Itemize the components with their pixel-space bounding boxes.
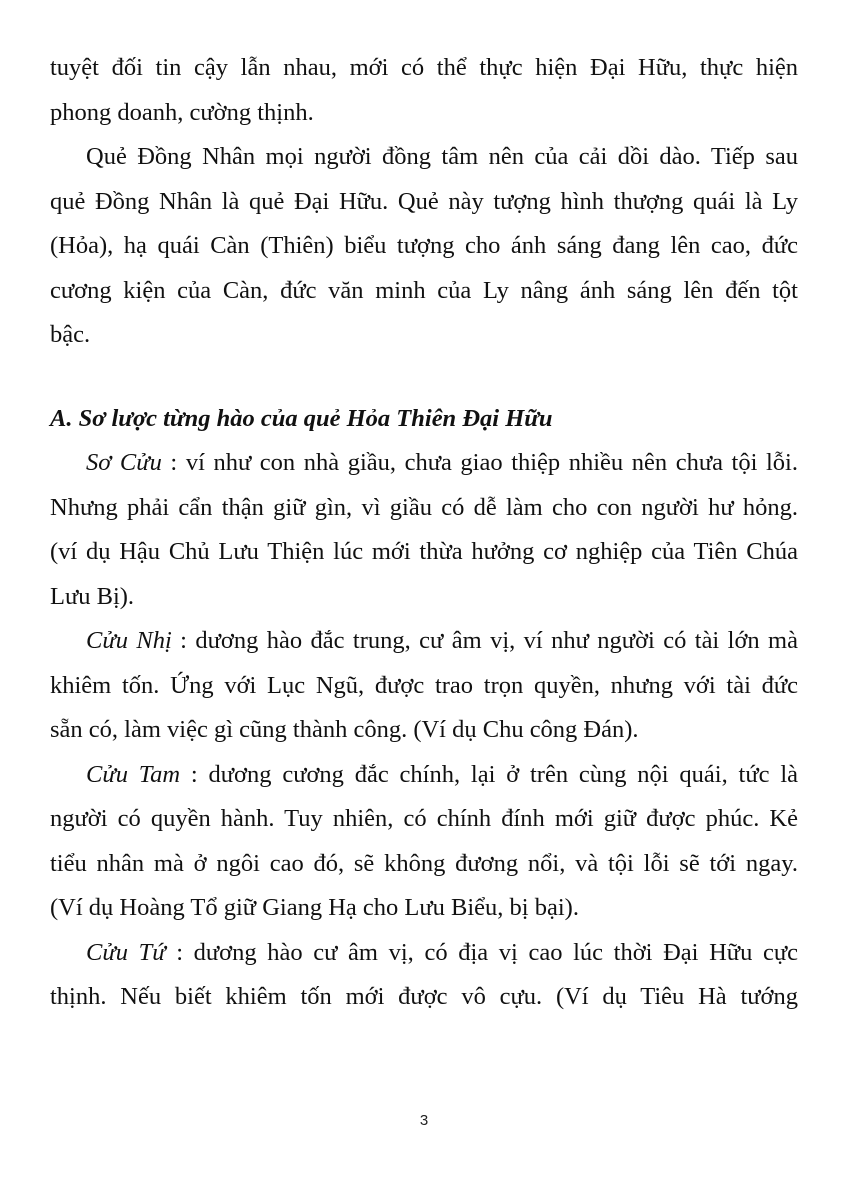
hao-label: Cửu Nhị: [86, 627, 172, 654]
text-line: bậc.: [50, 321, 91, 348]
paragraph-cuu-tam: [50, 753, 798, 931]
text-line: (ví dụ Hậu Chủ Lưu Thiện lúc mới thừa hưởng cơ nghiệp của Tiên Chúa: [50, 538, 798, 565]
hao-label: Cửu Tam: [86, 760, 181, 788]
text-line: [50, 619, 798, 664]
text-line: cương kiện của Càn, đức văn minh của Ly nâng ánh sáng lên đến tột: [50, 276, 798, 304]
text-line: tiểu nhân mà ở ngôi cao đó, sẽ không đương nổi, và tội lỗi sẽ tới ngay.: [50, 849, 798, 877]
text-span: : dương hào đắc trung, cư âm vị, ví như người có tài lớn mà: [171, 627, 798, 654]
text-line: sẵn có, làm việc gì cũng thành công. (Ví dụ Chu công Đán).: [50, 716, 639, 743]
text-line: người có quyền hành. Tuy nhiên, có chính đính mới giữ được phúc. Kẻ: [50, 805, 798, 832]
text-line: (Ví dụ Hoàng Tổ giữ Giang Hạ cho Lưu Biểu, bị bại).: [50, 894, 579, 921]
text-line: khiêm tốn. Ứng với Lục Ngũ, được trao trọn quyền, nhưng với tài đức: [50, 671, 798, 699]
intro-paragraph: [50, 46, 798, 135]
paragraph-so-cuu: [50, 441, 798, 619]
text-line: Quẻ Đồng Nhân mọi người đồng tâm nên của cải dồi dào. Tiếp sau: [86, 143, 798, 170]
document-page: [50, 46, 798, 1020]
section-spacer: [50, 358, 798, 397]
text-line: phong doanh, cường thịnh.: [50, 98, 314, 126]
paragraph-cuu-tu: [50, 931, 798, 1020]
text-line: Lưu Bị).: [50, 582, 135, 610]
text-line: [50, 753, 798, 798]
text-line: quẻ Đồng Nhân là quẻ Đại Hữu. Quẻ này tượng hình thượng quái là Ly: [50, 187, 798, 215]
text-line: (Hỏa), hạ quái Càn (Thiên) biểu tượng cho ánh sáng đang lên cao, đức: [50, 232, 798, 259]
text-span: : ví như con nhà giầu, chưa giao thiệp nhiều nên chưa tội lỗi.: [161, 449, 798, 476]
paragraph-cuu-nhi: [50, 619, 798, 753]
page-number: 3: [419, 1112, 429, 1129]
text-span: : dương cương đắc chính, lại ở trên cùng nội quái, tức là: [180, 760, 798, 788]
hao-label: Sơ Cửu: [86, 449, 162, 476]
text-line: [50, 931, 798, 976]
paragraph-dong-nhan: [50, 135, 798, 358]
section-heading: A. Sơ lược từng hào của quẻ Hỏa Thiên Đại Hữu: [50, 404, 553, 432]
text-line: tuyệt đối tin cậy lẫn nhau, mới có thể thực hiện Đại Hữu, thực hiện: [50, 54, 798, 81]
text-line: Nhưng phải cẩn thận giữ gìn, vì giầu có dễ làm cho con người hư hỏng.: [50, 493, 798, 521]
text-span: : dương hào cư âm vị, có địa vị cao lúc thời Đại Hữu cực: [165, 938, 798, 966]
text-line: thịnh. Nếu biết khiêm tốn mới được vô cựu. (Ví dụ Tiêu Hà tướng: [50, 983, 798, 1010]
hao-label: Cửu Tứ: [86, 938, 166, 966]
text-line: [50, 441, 798, 486]
